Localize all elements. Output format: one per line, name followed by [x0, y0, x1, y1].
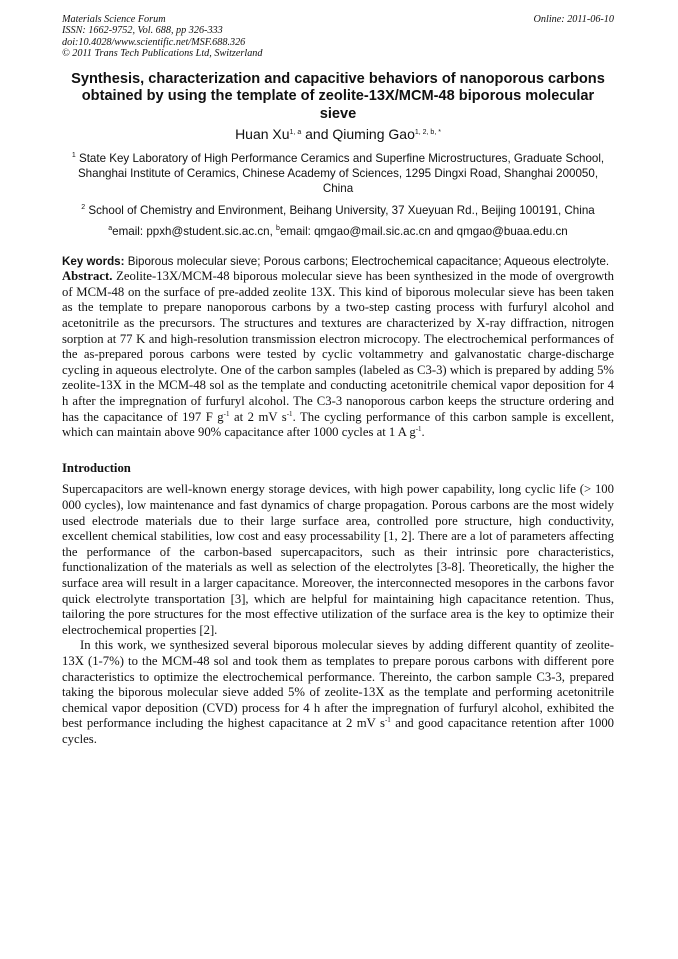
abstract-sup-3: -1	[415, 425, 422, 434]
author-1: Huan Xu	[235, 125, 290, 142]
doi-line: doi:10.4028/www.scientific.net/MSF.688.326	[62, 36, 246, 48]
email-a: email: ppxh@student.sic.ac.cn,	[112, 224, 277, 238]
abstract-text-1: Zeolite-13X/MCM-48 biporous molecular sieve has been synthesized in the mode of overgrowth of MCM-48 on the surface of pre-added zeolite 13X. This kind of biporous molecular sieve has been taken as the template to prepare nanoporous carbons by a two-step casting process with furfuryl alcohol and acetonitrile as the precursors. The structures and textures are characterized by X-ray diffraction, nitrogen sorption at 77 K and high-resolution transmission electron microcopy. The electrochemical performances of the as-prepared porous carbons were tested by cyclic voltammetry and galvanostatic charge-discharge cycling in aqueous electrolyte. One of the carbon samples (labeled as C3-3) which is prepared by adding 5% zeolite-13X in the MCM-48 sol as the template and conducting acetonitrile chemical vapor deposition for 4 h after the impregnation of furfuryl alcohol. The C3-3 nanoporous carbon keeps the structure ordering and has the capacitance of 197 F g	[62, 269, 614, 424]
abstract-sup-2: -1	[286, 409, 293, 418]
introduction-paragraph-2	[62, 638, 614, 747]
keywords	[62, 254, 614, 270]
abstract-label: Abstract.	[62, 269, 113, 284]
introduction-heading: Introduction	[62, 460, 131, 475]
introduction-paragraph-2-tail: and good capacitance retention after 1000 cycles.	[62, 716, 615, 746]
introduction-paragraph-2-text: In this work, we synthesized several biporous molecular sieves by adding different quantity of zeolite-13X (1-7%) to the MCM-48 sol and took them as templates to prepare porous carbons with different pore characteristics to optimize the electrochemical performance. Thereinto, the carbon sample C3-3, prepared taking the biporous molecular sieve added 5% of zeolite-13X as the template and performing acetonitrile chemical vapor deposition (CVD) process for 4 h after the impregnation of furfuryl alcohol, exhibited the best performance including the highest capacitance at 2 mV s	[62, 638, 614, 731]
introduction-paragraph-2-sup: -1	[384, 716, 391, 725]
email-b: email: qmgao@mail.sic.ac.cn and qmgao@buaa.edu.cn	[279, 224, 568, 238]
author-line	[62, 126, 614, 143]
email-line	[62, 224, 614, 239]
paper-page	[62, 14, 614, 748]
email-b-mark: b	[276, 224, 280, 232]
affiliation-1-mark: 1	[71, 151, 76, 159]
journal-header	[62, 14, 614, 59]
issn-line: ISSN: 1662-9752, Vol. 688, pp 326-333	[62, 25, 223, 37]
affiliation-1-text: State Key Laboratory of High Performance Ceramics and Superfine Microstructures, Graduate School, Shanghai Institute of Ceramics, Chinese Academy of Sciences, 1295 Dingxi Road, Shanghai 200050, China	[75, 151, 605, 195]
affiliation-1	[62, 151, 614, 196]
abstract-text-2: at 2 mV s	[229, 409, 287, 424]
keywords-label: Key words:	[62, 254, 125, 268]
author-2: Qiuming Gao	[332, 125, 415, 142]
abstract-text-3: . The cycling performance of this carbon sample is excellent, which can maintain above 90% capacitance after 1000 cycles at 1 A g	[62, 409, 614, 440]
abstract-text-4: .	[421, 425, 425, 440]
journal-name: Materials Science Forum	[62, 14, 166, 25]
email-a-mark: a	[108, 224, 113, 232]
author-1-affiliation: 1, a	[289, 128, 302, 136]
author-2-affiliation: 1, 2, b, *	[414, 128, 441, 136]
introduction-paragraph-1: Supercapacitors are well-known energy storage devices, with high power capability, long cyclic life (> 100 000 cycles), low maintenance and fast dynamics of charge propagation. Porous carbons are the most widely used electrode materials due to their large surface area, controlled pore structure, high conductivity, excellent chemical stabilities, low cost and easy processability [1, 2]. There are a lot of parameters affecting the performance of the carbon-based supercapacitors, such as their intrinsic pore characteristics, functionalization of the materials as well as selection of the electrolytes [3-8]. Theoretically, the higher the surface area will result in a larger capacitance. Moreover, the interconnected mesopores in the carbons favor quick electrolyte transportation [3], which are helpful for maintaining high capacitance retention. Thus, tailoring the pore structures for the most effective utilization of the surface area is the key to optimize their electrochemical properties [2].	[62, 482, 614, 637]
online-date: Online: 2011-06-10	[533, 14, 614, 25]
paper-title: Synthesis, characterization and capacitive behaviors of nanoporous carbons obtained by using the template of zeolite-13X/MCM-48 biporous molecular sieve	[71, 71, 605, 122]
affiliation-2	[62, 203, 614, 218]
author-conjunction: and	[301, 125, 333, 142]
keywords-text: Biporous molecular sieve; Porous carbons; Electrochemical capacitance; Aqueous electrolyte.	[124, 254, 610, 268]
affiliation-2-mark: 2	[81, 203, 86, 211]
abstract-sup-1: -1	[223, 409, 230, 418]
abstract	[62, 269, 614, 441]
copyright-line: © 2011 Trans Tech Publications Ltd, Switzerland	[62, 47, 263, 59]
affiliation-2-text: School of Chemistry and Environment, Beihang University, 37 Xueyuan Rd., Beijing 100191, China	[85, 203, 595, 217]
